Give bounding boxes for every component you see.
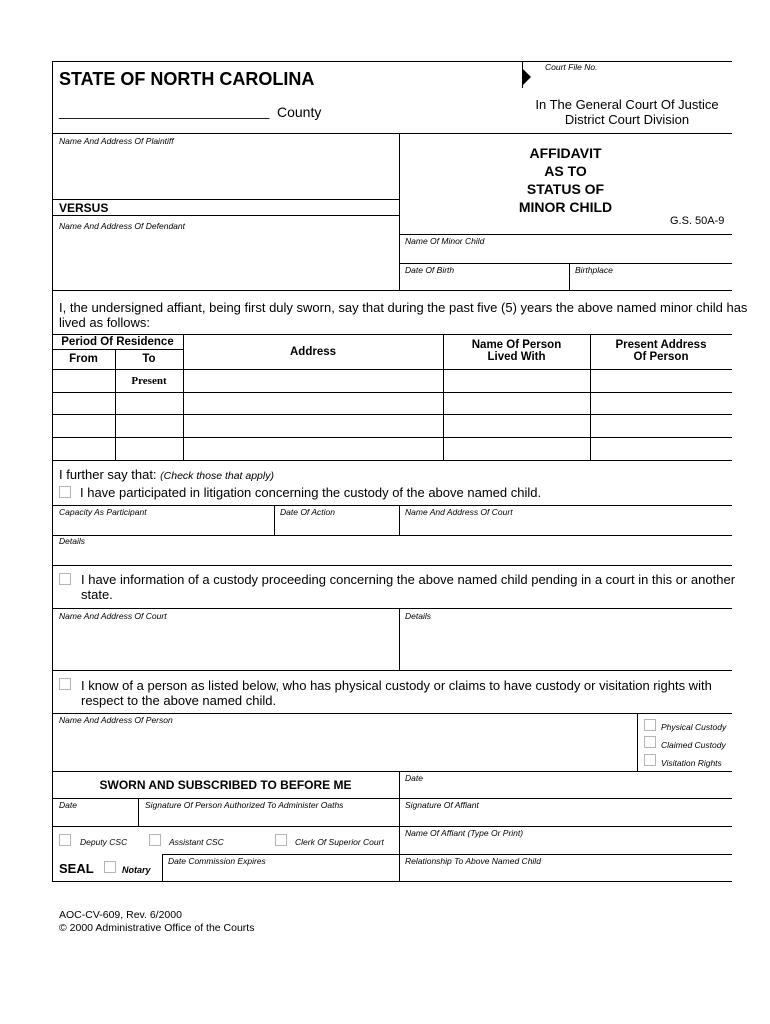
statement-divider — [52, 290, 732, 291]
court-file-arrow-icon — [522, 68, 531, 86]
pending-proceeding-line-1: I have information of a custody proceeding concerning the above named child pending in a court in this or another — [81, 572, 736, 587]
clerk-label: Clerk Of Superior Court — [295, 837, 384, 847]
sworn-heading: SWORN AND SUBSCRIBED TO BEFORE ME — [99, 778, 352, 792]
further-intro — [59, 467, 274, 482]
oath-date-field[interactable] — [53, 810, 137, 825]
row2-fields[interactable] — [53, 393, 731, 414]
person-header-line-2: Lived With — [487, 351, 546, 363]
physical-custody-checkbox[interactable] — [644, 719, 656, 731]
form-title — [399, 144, 732, 216]
minor-child-name-field[interactable] — [400, 246, 731, 262]
form-bottom — [52, 881, 732, 882]
county-blank[interactable]: ___________________________ — [59, 103, 270, 119]
pending-proceeding-line-2: state. — [81, 587, 113, 602]
custody-person-checkbox[interactable] — [59, 678, 71, 690]
notary-label: Notary — [122, 865, 151, 875]
litigation-checkbox[interactable] — [59, 486, 71, 498]
date-label: Date — [59, 800, 77, 810]
present-address-header-line-2: Of Person — [633, 351, 689, 363]
file-no-divider — [522, 61, 523, 88]
court-label: Name And Address Of Court — [405, 507, 513, 517]
minor-child-name-label: Name Of Minor Child — [405, 236, 485, 246]
statement-line-1: I, the undersigned affiant, being first duly sworn, say that during the past five (5) years the above named minor child has — [59, 300, 748, 315]
person-field[interactable] — [53, 726, 636, 770]
period-sub-divider — [52, 349, 183, 350]
statement-line-2: lived as follows: — [59, 315, 151, 330]
claimed-custody-label: Claimed Custody — [661, 740, 726, 750]
capacity-field[interactable] — [53, 517, 273, 534]
table-top — [52, 334, 732, 335]
table-bottom — [52, 460, 732, 461]
deputy-csc-label: Deputy CSC — [80, 837, 128, 847]
signature-top — [52, 798, 732, 799]
affiant-name-label: Name Of Affiant (Type Or Print) — [405, 828, 524, 838]
title-line-4: MINOR CHILD — [518, 199, 613, 215]
date-right-field[interactable] — [400, 784, 731, 798]
court2-field[interactable] — [53, 622, 398, 669]
dob-field[interactable] — [400, 275, 568, 289]
litigation-text: I have participated in litigation concerning the custody of the above named child. — [80, 485, 542, 500]
relationship-field[interactable] — [400, 867, 731, 881]
pending-proceeding-checkbox[interactable] — [59, 573, 71, 585]
date-action-field[interactable] — [275, 517, 398, 534]
present-address-header — [590, 339, 732, 363]
custody-person-line-1: I know of a person as listed below, who has physical custody or claims to have custody or visitation rights with — [81, 678, 712, 693]
defendant-label: Name And Address Of Defendant — [59, 221, 185, 231]
details-field[interactable] — [53, 547, 731, 564]
court-field[interactable] — [400, 517, 731, 534]
person-header-line-1: Name Of Person — [471, 339, 562, 351]
row1-address-field[interactable] — [184, 370, 443, 392]
present-address-header-line-1: Present Address — [615, 339, 707, 351]
title-line-2: AS TO — [544, 163, 587, 179]
dob-label: Date Of Birth — [405, 265, 455, 275]
birthplace-label: Birthplace — [575, 265, 613, 275]
row1-person-field[interactable] — [444, 370, 590, 392]
deputy-csc-checkbox[interactable] — [59, 834, 71, 846]
affiant-name-field[interactable] — [400, 839, 731, 853]
details2-field[interactable] — [400, 622, 731, 669]
signature-affiant-label: Signature Of Affiant — [405, 800, 479, 810]
commission-label: Date Commission Expires — [168, 856, 266, 866]
row1-from-field[interactable] — [53, 370, 115, 392]
versus-label: VERSUS — [59, 201, 109, 215]
title-row-top — [52, 826, 732, 827]
commission-field[interactable] — [163, 867, 398, 881]
court-line-2: District Court Division — [564, 112, 690, 127]
county-label: County — [277, 104, 322, 120]
relationship-label: Relationship To Above Named Child — [405, 856, 541, 866]
top-border-left — [52, 61, 522, 62]
capacity-top — [52, 505, 732, 506]
visitation-rights-label: Visitation Rights — [661, 758, 722, 768]
details2-label: Details — [405, 611, 431, 621]
period-header: Period Of Residence — [61, 336, 174, 348]
birthplace-field[interactable] — [570, 275, 731, 289]
visitation-rights-checkbox[interactable] — [644, 754, 656, 766]
clerk-checkbox[interactable] — [275, 834, 287, 846]
person-top — [52, 713, 732, 714]
person-divider — [637, 713, 638, 771]
defendant-divider — [52, 215, 399, 216]
signature-authorized-label: Signature Of Person Authorized To Administer Oaths — [145, 800, 344, 810]
plaintiff-field[interactable] — [53, 146, 398, 198]
child-divider — [399, 234, 732, 235]
signature-affiant-field[interactable] — [400, 810, 731, 825]
row4-fields[interactable] — [53, 438, 731, 460]
further-intro-note: (Check those that apply) — [160, 470, 274, 482]
details-label: Details — [59, 536, 85, 546]
dob-divider — [399, 263, 732, 264]
title-line-3: STATUS OF — [526, 181, 605, 197]
details-bottom — [52, 565, 732, 566]
state-title: STATE OF NORTH CAROLINA — [59, 69, 315, 89]
further-intro-text: I further say that: — [59, 467, 157, 482]
person-header — [443, 339, 590, 363]
court-file-label: Court File No. — [545, 62, 598, 72]
from-header: From — [69, 353, 98, 365]
notary-checkbox[interactable] — [104, 861, 116, 873]
details-top — [52, 535, 732, 536]
commission-top — [162, 854, 732, 855]
title-line-1: AFFIDAVIT — [529, 145, 602, 161]
header-divider — [52, 133, 732, 134]
to-header: To — [142, 353, 156, 365]
physical-custody-label: Physical Custody — [661, 722, 727, 732]
seal-label: SEAL — [59, 861, 94, 876]
plaintiff-label: Name And Address Of Plaintiff — [59, 136, 174, 146]
person-label: Name And Address Of Person — [59, 715, 173, 725]
court-line-1: In The General Court Of Justice — [535, 97, 719, 112]
capacity-label: Capacity As Participant — [59, 507, 147, 517]
custody-person-line-2: respect to the above named child. — [81, 693, 277, 708]
court2-top — [52, 608, 732, 609]
row3-fields[interactable] — [53, 415, 731, 437]
court2-bottom — [52, 670, 732, 671]
court2-label: Name And Address Of Court — [59, 611, 167, 621]
defendant-field[interactable] — [53, 232, 398, 288]
copyright: © 2000 Administrative Office of the Courts — [59, 922, 255, 934]
claimed-custody-checkbox[interactable] — [644, 736, 656, 748]
assistant-csc-checkbox[interactable] — [149, 834, 161, 846]
present-cell: Present — [131, 375, 167, 387]
date-right-label: Date — [405, 773, 423, 783]
signature-authorized-field[interactable] — [139, 810, 398, 825]
statute-label: G.S. 50A-9 — [670, 215, 725, 227]
date-action-label: Date Of Action — [280, 507, 335, 517]
versus-divider — [52, 199, 399, 200]
oath-top — [52, 771, 732, 772]
form-id: AOC-CV-609, Rev. 6/2000 — [59, 909, 182, 921]
assistant-csc-label: Assistant CSC — [169, 837, 224, 847]
row1-present-address-field[interactable] — [591, 370, 731, 392]
address-header: Address — [289, 346, 337, 358]
